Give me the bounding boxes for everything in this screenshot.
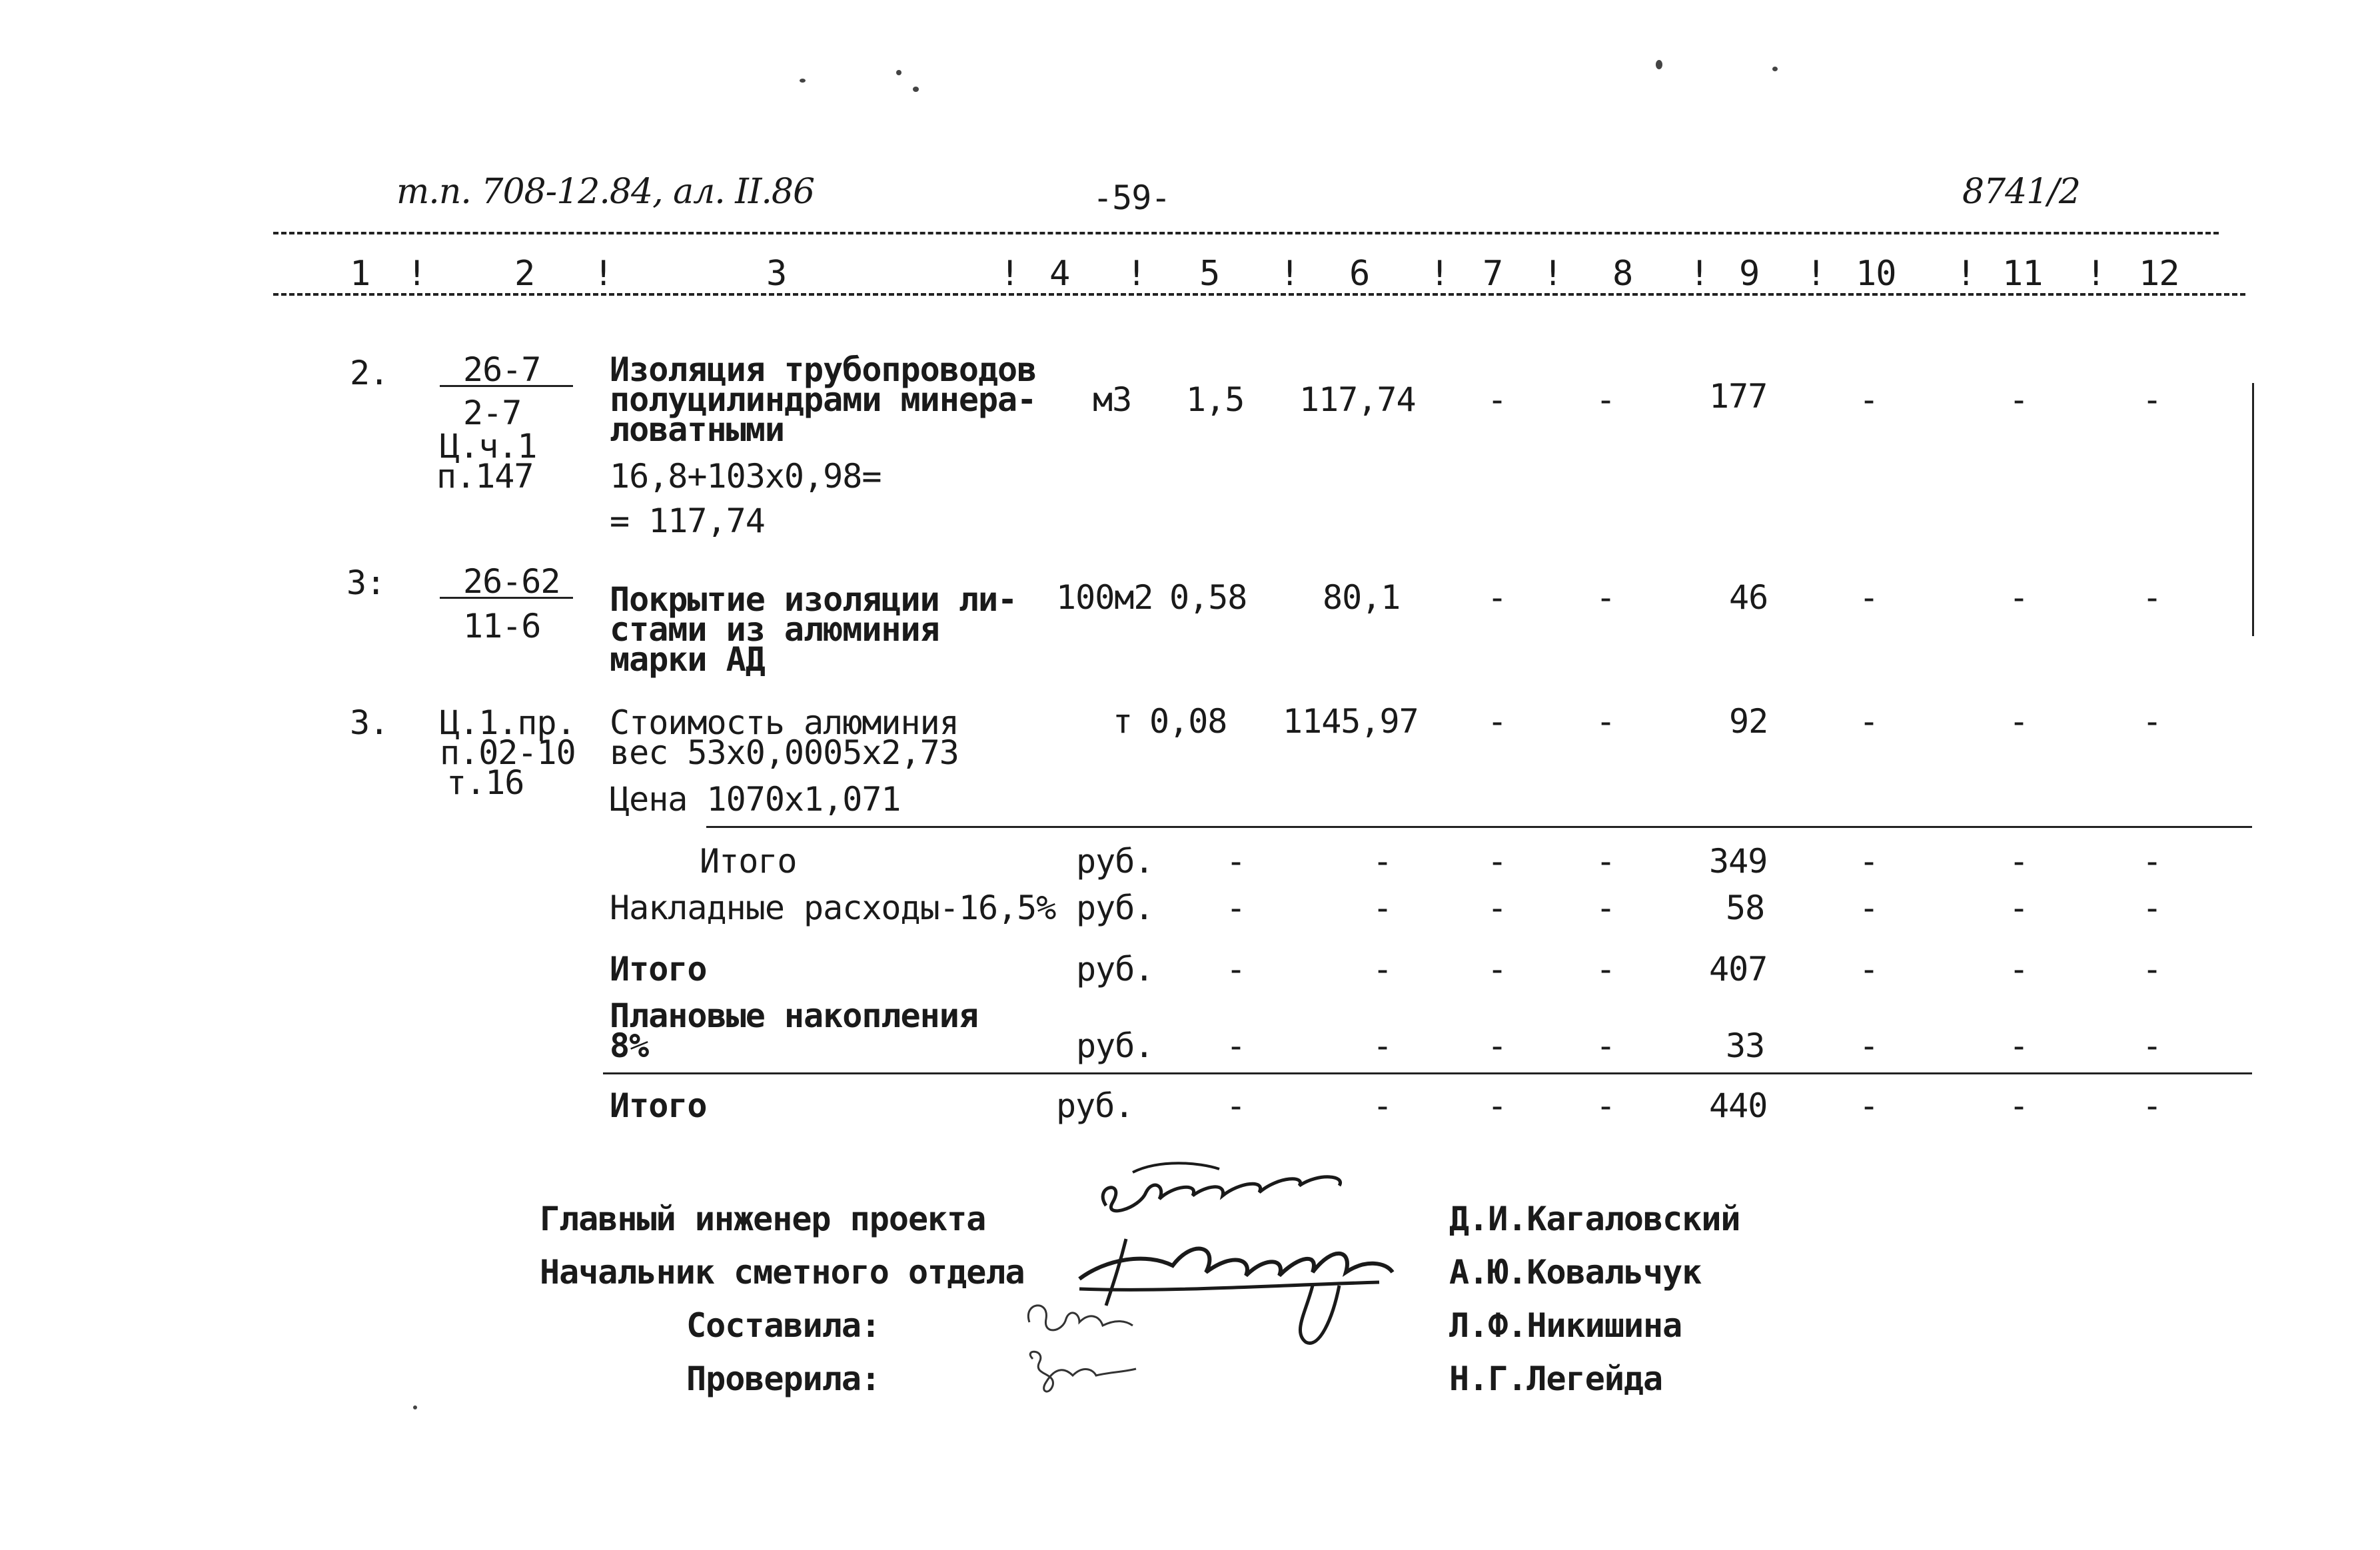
cell-value: -: [1859, 702, 1879, 741]
cost-total: 46: [1729, 578, 1768, 617]
header-top-rule: [273, 232, 2219, 234]
work-description: вес 53x0,0005x2,73: [610, 733, 959, 772]
cell-value: -: [1596, 1026, 1616, 1065]
work-description: полуцилиндрами минера-: [610, 380, 1037, 419]
cell-value: -: [1226, 842, 1246, 881]
cell-value: -: [2009, 702, 2029, 741]
header-bottom-rule: [273, 293, 2245, 296]
unit-price: 80,1: [1323, 578, 1401, 617]
unit: 100м2: [1056, 578, 1153, 617]
col-sep: !: [1542, 254, 1563, 294]
cell-value: -: [1596, 1086, 1616, 1125]
scan-speck: [800, 79, 806, 83]
col-num-3: 3: [766, 254, 787, 294]
cell-value: -: [2142, 380, 2162, 419]
work-description: марки АД: [610, 640, 765, 679]
signatory-role: Главный инженер проекта: [540, 1200, 986, 1238]
cell-value: -: [2009, 950, 2029, 988]
cell-value: -: [1596, 578, 1616, 617]
cell-value: -: [1373, 1026, 1393, 1065]
cell-value: -: [1859, 889, 1879, 927]
calculation: = 117,74: [610, 502, 765, 540]
col-sep: !: [1279, 254, 1300, 294]
col-num-7: 7: [1483, 254, 1503, 294]
cell-value: -: [1596, 702, 1616, 741]
scan-speck: [913, 87, 919, 92]
signatory-name: Л.Ф.Никишина: [1449, 1306, 1682, 1345]
cell-value: -: [1226, 1026, 1246, 1065]
col-num-2: 2: [514, 254, 535, 294]
totals-label: Плановые накопления: [610, 996, 978, 1035]
norm-code: т.16: [446, 763, 524, 802]
norm-code: 2-7: [463, 394, 522, 432]
signatory-role: Составила:: [686, 1306, 881, 1345]
cell-value: -: [1487, 889, 1507, 927]
totals-label: Итого: [610, 1086, 707, 1125]
totals-label: Накладные расходы-16,5%: [610, 889, 1056, 927]
quantity: 0,08: [1149, 702, 1227, 741]
unit: руб.: [1076, 950, 1154, 988]
cell-value: -: [1226, 889, 1246, 927]
fraction-bar: [440, 597, 573, 599]
signature-checker: [1016, 1346, 1163, 1399]
work-description: Стоимость алюминия: [610, 703, 959, 742]
fraction-bar: [440, 385, 573, 387]
cost-total: 407: [1709, 950, 1768, 988]
margin-line: [2252, 383, 2254, 636]
cell-value: -: [2009, 380, 2029, 419]
col-num-4: 4: [1049, 254, 1070, 294]
cell-value: -: [2009, 1086, 2029, 1125]
cell-value: -: [1596, 889, 1616, 927]
col-sep: !: [593, 254, 614, 294]
col-sep: !: [1429, 254, 1450, 294]
cell-value: -: [1226, 950, 1246, 988]
norm-code: Ц.ч.1: [440, 427, 537, 466]
cost-total: 440: [1709, 1086, 1768, 1125]
totals-top-rule: [706, 826, 2252, 828]
col-num-6: 6: [1349, 254, 1370, 294]
cell-value: -: [1859, 1026, 1879, 1065]
quantity: 1,5: [1186, 380, 1245, 419]
signatory-name: Д.И.Кагаловский: [1449, 1200, 1740, 1238]
norm-code: 26-62: [463, 562, 560, 601]
cell-value: -: [1487, 578, 1507, 617]
col-num-9: 9: [1739, 254, 1760, 294]
cost-total: 58: [1726, 889, 1765, 927]
unit: руб.: [1056, 1086, 1134, 1125]
row-number: 2.: [350, 354, 389, 392]
cell-value: -: [1487, 1086, 1507, 1125]
work-description: Изоляция трубопроводов: [610, 350, 1037, 389]
totals-final-rule: [603, 1072, 2252, 1074]
signature-compiler: [1016, 1296, 1163, 1346]
calculation: 16,8+103x0,98=: [610, 457, 882, 496]
unit: м3: [1093, 380, 1132, 419]
cell-value: -: [2142, 578, 2162, 617]
work-description: ловатными: [610, 410, 784, 449]
cost-total: 92: [1729, 702, 1768, 741]
work-description: стами из алюминия: [610, 610, 939, 649]
cell-value: -: [2009, 1026, 2029, 1065]
cost-total: 33: [1726, 1026, 1765, 1065]
unit: руб.: [1076, 842, 1154, 881]
cell-value: -: [1487, 842, 1507, 881]
unit: руб.: [1076, 1026, 1154, 1065]
col-num-8: 8: [1612, 254, 1633, 294]
quantity: 0,58: [1169, 578, 1247, 617]
col-sep: !: [1806, 254, 1826, 294]
cell-value: -: [1373, 889, 1393, 927]
unit: руб.: [1076, 889, 1154, 927]
col-num-12: 12: [2139, 254, 2179, 294]
col-sep: !: [1956, 254, 1976, 294]
cell-value: -: [1859, 842, 1879, 881]
signatory-name: Н.Г.Легейда: [1449, 1359, 1663, 1398]
unit-price: 1145,97: [1283, 702, 1419, 741]
unit-price: 117,74: [1299, 380, 1416, 419]
norm-code: 26-7: [463, 350, 541, 389]
totals-label: Итого: [700, 842, 797, 881]
cell-value: -: [2142, 950, 2162, 988]
col-num-10: 10: [1856, 254, 1896, 294]
cost-total: 349: [1709, 842, 1768, 881]
signatory-role: Начальник сметного отдела: [540, 1253, 1025, 1292]
cell-value: -: [2142, 1086, 2162, 1125]
scan-speck: [1656, 60, 1662, 69]
cell-value: -: [1596, 842, 1616, 881]
scan-speck: [896, 70, 901, 75]
totals-label: 8%: [610, 1026, 649, 1065]
cell-value: -: [1487, 1026, 1507, 1065]
cell-value: -: [1487, 702, 1507, 741]
cell-value: -: [1226, 1086, 1246, 1125]
cell-value: -: [1373, 1086, 1393, 1125]
work-description: Покрытие изоляции ли-: [610, 580, 1017, 619]
cell-value: -: [1859, 380, 1879, 419]
row-number: 3:: [346, 564, 386, 602]
norm-code: Ц.1.пр.: [440, 703, 576, 742]
cell-value: -: [2142, 889, 2162, 927]
col-num-11: 11: [2002, 254, 2043, 294]
cell-value: -: [1487, 950, 1507, 988]
norm-code: п.147: [436, 457, 534, 496]
col-sep: !: [2085, 254, 2106, 294]
col-num-1: 1: [350, 254, 370, 294]
document-reference: т.п. 708-12.84, ал. II.86: [396, 172, 815, 212]
calculation: Цена 1070x1,071: [610, 780, 901, 819]
col-sep: !: [999, 254, 1020, 294]
cell-value: -: [1373, 950, 1393, 988]
cell-value: -: [1859, 578, 1879, 617]
cell-value: -: [2142, 702, 2162, 741]
cell-value: -: [1596, 380, 1616, 419]
signatory-name: А.Ю.Ковальчук: [1449, 1253, 1702, 1292]
cell-value: -: [1596, 950, 1616, 988]
cost-total: 177: [1709, 377, 1768, 416]
norm-code: п.02-10: [440, 733, 576, 772]
row-number: 3.: [350, 703, 389, 742]
cell-value: -: [2009, 578, 2029, 617]
scan-speck: [1772, 67, 1778, 71]
norm-code: 11-6: [463, 607, 541, 645]
cell-value: -: [1487, 380, 1507, 419]
cell-value: -: [2142, 1026, 2162, 1065]
document-code: 8741/2: [1962, 172, 2080, 212]
totals-label: Итого: [610, 950, 707, 988]
cell-value: -: [2142, 842, 2162, 881]
cell-value: -: [1859, 950, 1879, 988]
col-num-5: 5: [1199, 254, 1220, 294]
col-sep: !: [406, 254, 427, 294]
cell-value: -: [1373, 842, 1393, 881]
signatory-role: Проверила:: [686, 1359, 881, 1398]
unit: т: [1113, 702, 1133, 741]
page-number: -59-: [1093, 179, 1171, 217]
cell-value: -: [2009, 889, 2029, 927]
col-sep: !: [1126, 254, 1147, 294]
cell-value: -: [1859, 1086, 1879, 1125]
cell-value: -: [2009, 842, 2029, 881]
col-sep: !: [1689, 254, 1710, 294]
scan-speck: [413, 1405, 417, 1409]
